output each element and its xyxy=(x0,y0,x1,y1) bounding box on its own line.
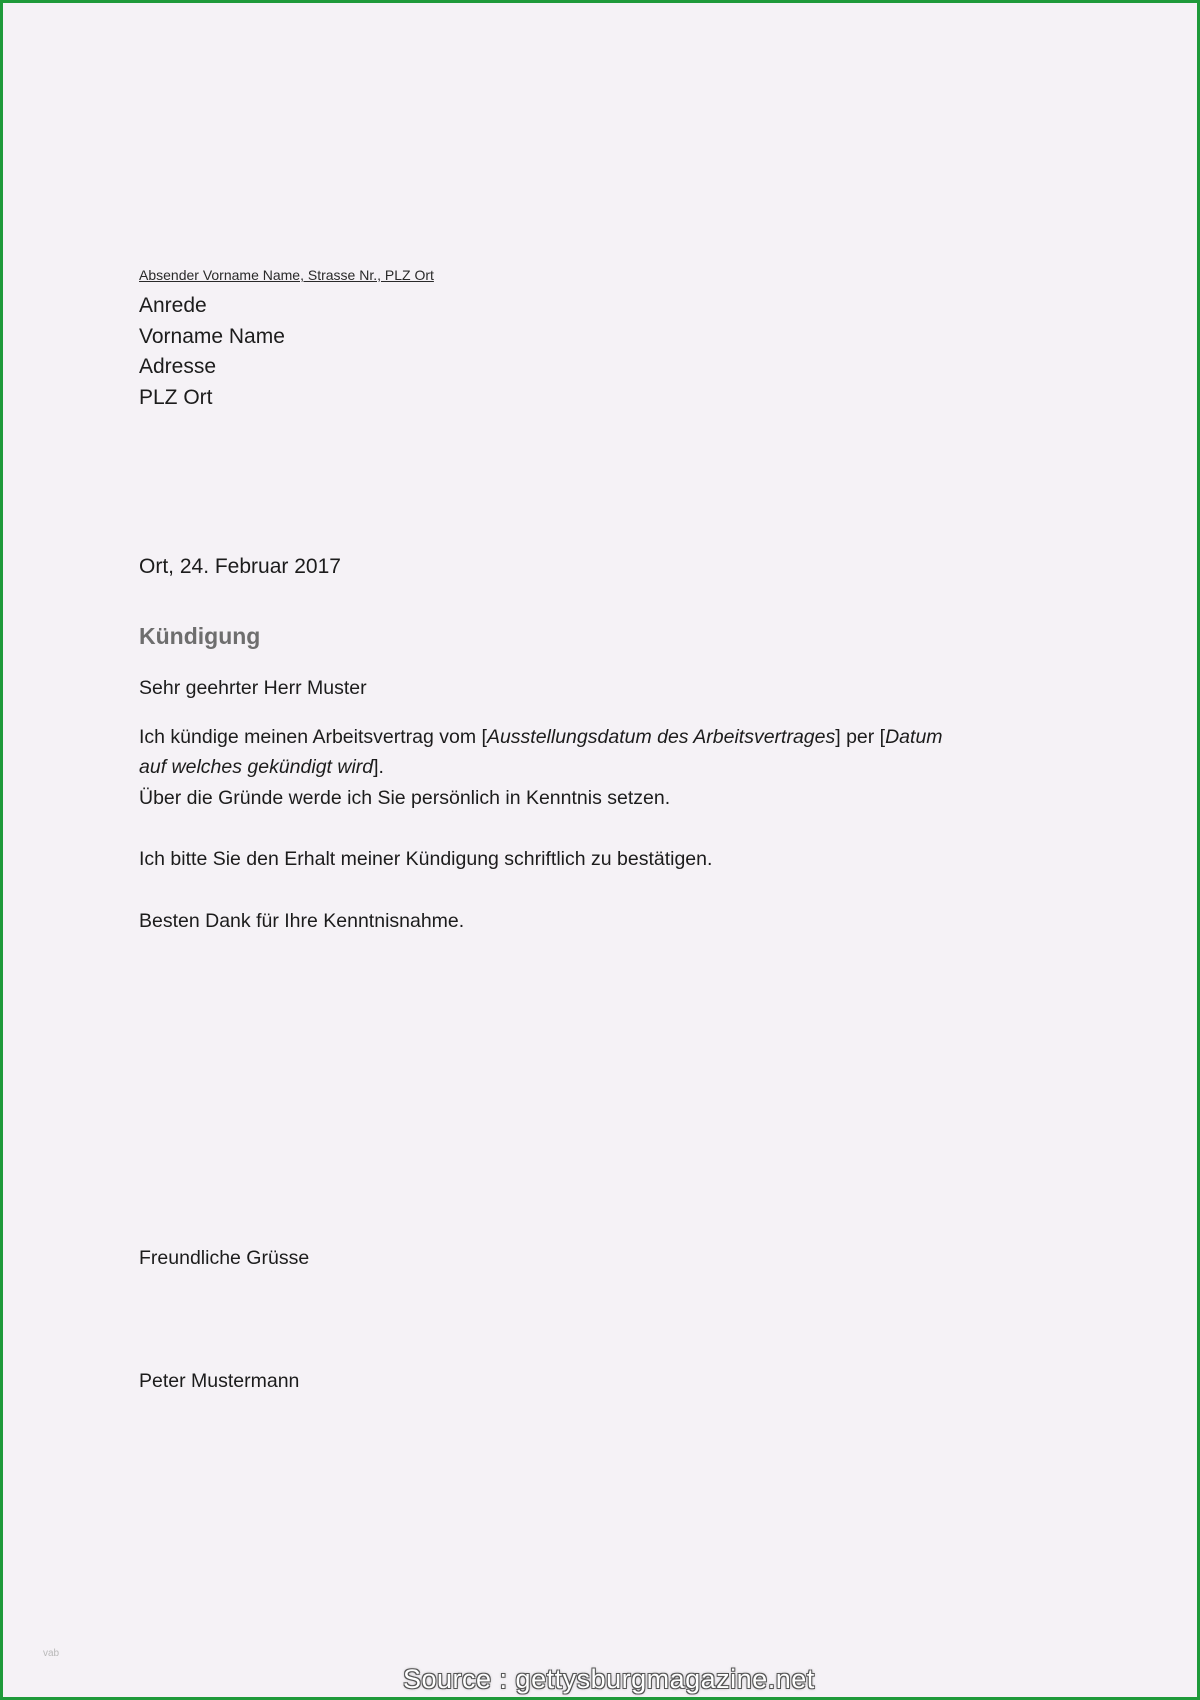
paragraph1-text-2: ] per [ xyxy=(835,726,886,748)
signature-name: Peter Mustermann xyxy=(139,1370,300,1392)
recipient-name: Vorname Name xyxy=(139,325,285,348)
recipient-salutation: Anrede xyxy=(139,294,207,317)
letter-greeting: Sehr geehrter Herr Muster xyxy=(139,677,367,699)
paragraph1-line1 xyxy=(139,723,943,751)
place-date: Ort, 24. Februar 2017 xyxy=(139,555,341,578)
recipient-address: Adresse xyxy=(139,355,217,378)
placeholder-termination-date-start: Datum xyxy=(885,726,943,748)
paragraph2: Ich bitte Sie den Erhalt meiner Kündigung schriftlich zu bestätigen. xyxy=(139,848,713,870)
paragraph1-line2 xyxy=(139,753,384,781)
source-watermark: Source : gettysburgmagazine.net xyxy=(403,1664,815,1694)
placeholder-termination-date-end: auf welches gekündigt wird xyxy=(139,756,374,778)
paragraph1-text-1: Ich kündige meinen Arbeitsvertrag vom [ xyxy=(139,726,487,748)
corner-mark: vab xyxy=(43,1648,60,1659)
sender-line: Absender Vorname Name, Strasse Nr., PLZ Ort xyxy=(139,267,434,283)
placeholder-issue-date: Ausstellungsdatum des Arbeitsvertrages xyxy=(486,726,836,748)
letter-subject: Kündigung xyxy=(139,623,261,649)
paragraph1-line3: Über die Gründe werde ich Sie persönlich in Kenntnis setzen. xyxy=(139,787,671,809)
letter-closing: Freundliche Grüsse xyxy=(139,1247,310,1269)
recipient-city: PLZ Ort xyxy=(139,386,213,409)
paragraph3: Besten Dank für Ihre Kenntnisnahme. xyxy=(139,910,465,932)
paragraph1-text-3: ]. xyxy=(373,756,384,778)
